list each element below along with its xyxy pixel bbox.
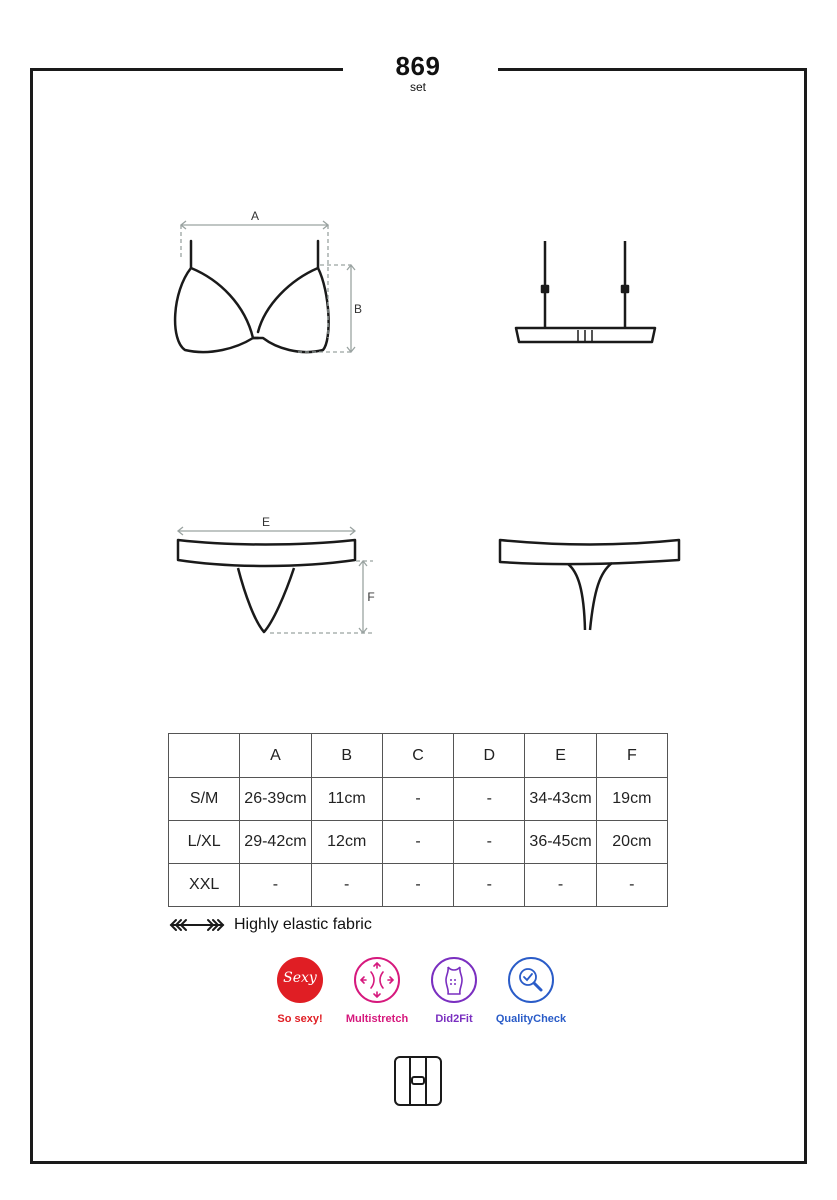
label-a: A — [250, 209, 260, 223]
table-row — [169, 778, 668, 821]
table-cell: - — [240, 864, 311, 907]
multistretch-icon — [354, 957, 400, 1003]
multistretch-glyph — [356, 959, 398, 1001]
sexy-badge-icon — [277, 957, 323, 1003]
badge-label: Did2Fit — [435, 1013, 473, 1025]
table-header-cell: A — [240, 734, 311, 778]
table-cell: XXL — [169, 864, 240, 907]
table-cell: 36-45cm — [525, 821, 596, 864]
table-cell: L/XL — [169, 821, 240, 864]
table-cell: 11cm — [311, 778, 382, 821]
table-cell: - — [454, 864, 525, 907]
size-table — [168, 733, 668, 907]
table-cell: - — [311, 864, 382, 907]
table-cell: 29-42cm — [240, 821, 311, 864]
table-cell: 34-43cm — [525, 778, 596, 821]
bra-back-drawing — [516, 241, 655, 342]
frame-bottom — [30, 1161, 807, 1164]
feature-badges — [268, 957, 568, 1027]
table-cell: 12cm — [311, 821, 382, 864]
table-cell: - — [382, 821, 453, 864]
briefs-back-drawing — [500, 540, 679, 630]
table-cell: - — [382, 864, 453, 907]
badge-label: Multistretch — [345, 1013, 409, 1025]
bra-front-drawing — [175, 241, 329, 352]
elastic-feature — [168, 916, 372, 934]
table-cell: 19cm — [596, 778, 667, 821]
table-header-cell: C — [382, 734, 453, 778]
table-header-cell: F — [596, 734, 667, 778]
product-subtitle: set — [409, 80, 426, 94]
table-header-cell — [169, 734, 240, 778]
table-cell: - — [596, 864, 667, 907]
table-header-cell: E — [525, 734, 596, 778]
badge-label: So sexy! — [277, 1013, 323, 1025]
magnifier-check-glyph — [510, 959, 552, 1001]
feature-label: Highly elastic fabric — [234, 916, 372, 933]
body-fit-glyph — [433, 959, 475, 1001]
body-fit-icon — [431, 957, 477, 1003]
magnifier-check-icon — [508, 957, 554, 1003]
packaging-icon — [393, 1055, 443, 1107]
sexy-badge-text: Sexy — [283, 970, 317, 986]
table-header-row — [169, 734, 668, 778]
table-row — [169, 821, 668, 864]
badge-quality-check — [486, 957, 576, 1025]
table-header-cell: D — [454, 734, 525, 778]
product-code: 869 — [395, 51, 441, 81]
label-b: B — [353, 302, 363, 316]
badge-label: QualityCheck — [495, 1013, 567, 1025]
table-cell: 26-39cm — [240, 778, 311, 821]
table-cell: - — [382, 778, 453, 821]
table-cell: - — [454, 778, 525, 821]
stretch-arrow-icon — [168, 916, 226, 934]
table-cell: - — [525, 864, 596, 907]
table-row — [169, 864, 668, 907]
table-cell: 20cm — [596, 821, 667, 864]
briefs-front-drawing — [178, 540, 355, 632]
table-header-cell: B — [311, 734, 382, 778]
label-e: E — [261, 515, 271, 529]
table-cell: - — [454, 821, 525, 864]
label-f: F — [367, 590, 375, 604]
table-cell: S/M — [169, 778, 240, 821]
